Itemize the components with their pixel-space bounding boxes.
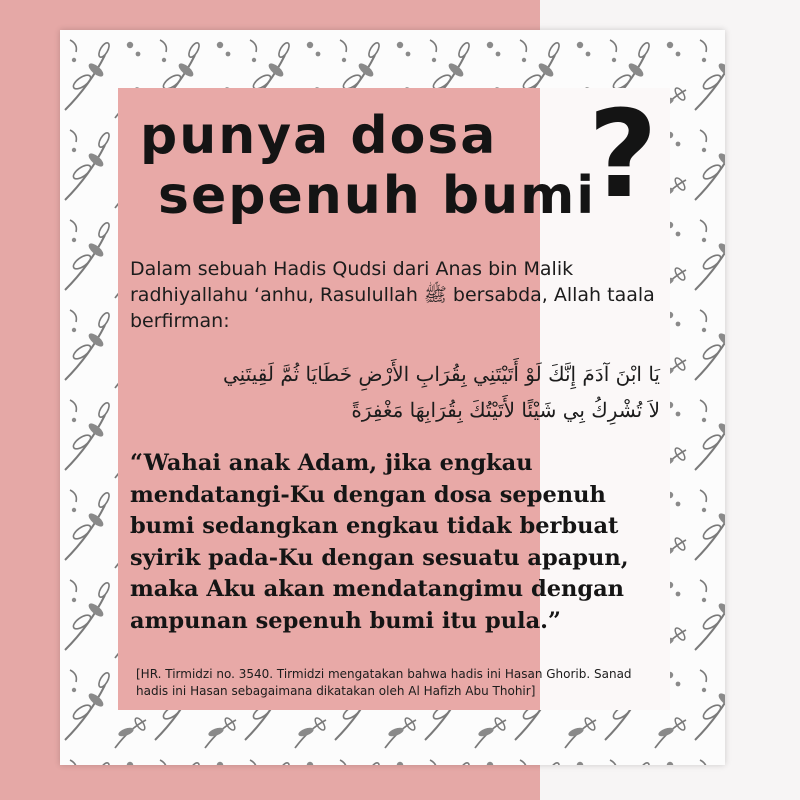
- arabic-line-2: لاَ تُشْرِكُ بِي شَيْئًا لأَتَيْتُكَ بِقُرَابِهَا مَغْفِرَةً: [351, 398, 660, 422]
- arabic-line-1: يَا ابْنَ آدَمَ إِنَّكَ لَوْ أَتَيْتَنِي بِقُرَابِ الأَرْضِ خَطَايَا ثُمَّ لَقِيتَنِي: [222, 362, 660, 386]
- arabic-hadith: [138, 356, 660, 428]
- intro-paragraph: Dalam sebuah Hadis Qudsi dari Anas bin Malik radhiyallahu ‘anhu, Rasulullah ﷺ bersabda, Allah taala berfirman:: [130, 258, 655, 332]
- content-card: [118, 88, 670, 710]
- title-line-2: sepenuh bumi: [158, 166, 597, 226]
- question-mark: ?: [588, 88, 658, 225]
- hadith-reference: [HR. Tirmidzi no. 3540. Tirmidzi mengatakan bahwa hadis ini Hasan Ghorib. Sanad hadis ini Hasan sebagaimana dikatakan oleh Al Hafizh Abu Thohir]: [136, 667, 632, 698]
- title-line-1: punya dosa: [140, 106, 498, 166]
- hadith-translation-quote: “Wahai anak Adam, jika engkau mendatangi-Ku dengan dosa sepenuh bumi sedangkan engkau tidak berbuat syirik pada-Ku dengan sesuatu apapun, maka Aku akan mendatangimu dengan ampunan sepenuh bumi itu pula.”: [130, 450, 629, 634]
